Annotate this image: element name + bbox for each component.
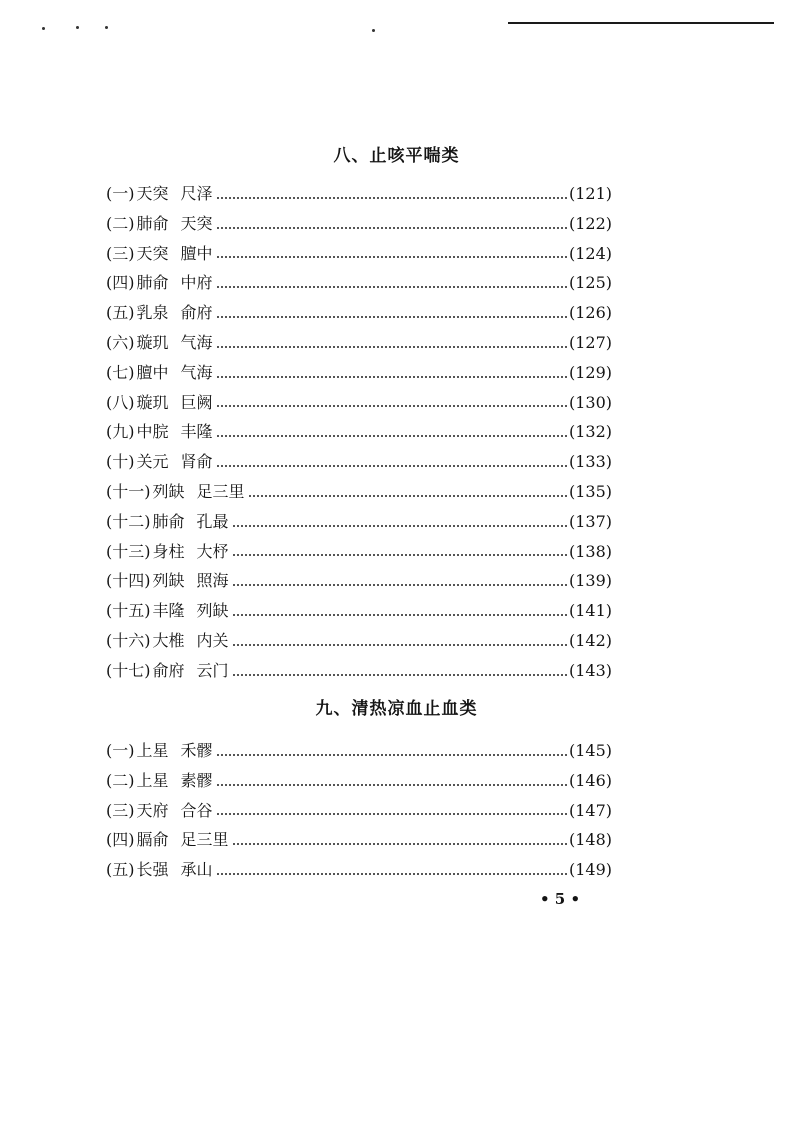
entry-page: (121) bbox=[568, 184, 612, 203]
entry-page: (146) bbox=[568, 770, 612, 790]
entry-point-1: 肺俞 bbox=[136, 213, 169, 233]
toc-entry bbox=[106, 181, 612, 211]
entry-point-2: 内关 bbox=[196, 630, 229, 650]
dot-leader bbox=[217, 256, 567, 258]
entry-point-1: 长强 bbox=[136, 860, 169, 880]
entry-point-2: 肾俞 bbox=[180, 452, 213, 472]
toc-entry bbox=[106, 738, 612, 768]
dot-leader bbox=[217, 376, 567, 378]
entry-point-1: 列缺 bbox=[152, 571, 185, 591]
entry-point-1: 关元 bbox=[136, 452, 169, 472]
entry-number: (十六) bbox=[106, 630, 151, 650]
dot-leader bbox=[233, 644, 567, 646]
entry-page: (141) bbox=[568, 601, 612, 621]
entry-number: (一) bbox=[106, 741, 135, 760]
entry-number: (十七) bbox=[106, 660, 151, 680]
entry-point-1: 身柱 bbox=[152, 541, 185, 561]
entry-point-2: 气海 bbox=[180, 362, 213, 382]
entry-point-1: 中脘 bbox=[136, 422, 169, 442]
entry-point-2: 足三里 bbox=[180, 830, 229, 850]
toc-entry bbox=[106, 270, 612, 300]
toc-entry bbox=[106, 798, 612, 828]
entry-number: (十四) bbox=[106, 571, 151, 591]
entry-page: (142) bbox=[568, 630, 612, 650]
entry-page: (145) bbox=[568, 741, 612, 760]
entry-point-2: 大杼 bbox=[196, 541, 229, 561]
entry-point-2: 足三里 bbox=[196, 481, 245, 501]
entry-page: (148) bbox=[568, 830, 612, 850]
entry-point-1: 璇玑 bbox=[136, 332, 169, 352]
entry-page: (132) bbox=[568, 422, 612, 442]
entry-point-2: 天突 bbox=[180, 213, 213, 233]
entry-point-2: 承山 bbox=[180, 860, 213, 880]
dot-leader bbox=[233, 843, 567, 845]
entry-point-1: 丰隆 bbox=[152, 601, 185, 621]
entry-point-2: 俞府 bbox=[180, 303, 213, 323]
dot-leader bbox=[217, 316, 567, 318]
entry-point-2: 膻中 bbox=[180, 243, 213, 263]
scan-speck bbox=[76, 26, 79, 29]
entry-number: (三) bbox=[106, 800, 135, 820]
entry-number: (五) bbox=[106, 303, 135, 323]
entry-page: (124) bbox=[568, 243, 612, 263]
entry-number: (五) bbox=[106, 860, 135, 880]
entry-point-2: 合谷 bbox=[180, 800, 213, 820]
scan-speck bbox=[42, 27, 45, 30]
entry-page: (149) bbox=[568, 860, 612, 880]
entry-point-2: 禾髎 bbox=[180, 741, 213, 760]
entry-number: (二) bbox=[106, 770, 135, 790]
dot-leader bbox=[217, 227, 567, 229]
entry-point-1: 肺俞 bbox=[136, 273, 169, 293]
dot-leader bbox=[217, 754, 567, 756]
dot-leader bbox=[233, 584, 567, 586]
header-rule bbox=[508, 22, 774, 24]
entry-point-1: 大椎 bbox=[152, 630, 185, 650]
dot-leader bbox=[217, 435, 567, 437]
entry-page: (147) bbox=[568, 800, 612, 820]
entry-page: (135) bbox=[568, 481, 612, 501]
dot-leader bbox=[217, 465, 567, 467]
dot-leader bbox=[249, 495, 567, 497]
entry-page: (125) bbox=[568, 273, 612, 293]
entry-page: (122) bbox=[568, 213, 612, 233]
entry-number: (七) bbox=[106, 362, 135, 382]
entry-point-2: 云门 bbox=[196, 660, 229, 680]
entry-point-1: 上星 bbox=[136, 741, 169, 760]
entry-page: (126) bbox=[568, 303, 612, 323]
entry-number: (十三) bbox=[106, 541, 151, 561]
toc-entry bbox=[106, 419, 612, 449]
toc-entry bbox=[106, 449, 612, 479]
dot-leader bbox=[233, 525, 567, 527]
toc-entry bbox=[106, 360, 612, 390]
entry-point-1: 俞府 bbox=[152, 660, 185, 680]
entry-number: (九) bbox=[106, 422, 135, 442]
entry-number: (一) bbox=[106, 184, 135, 203]
toc-entry bbox=[106, 539, 612, 569]
scan-speck bbox=[372, 29, 375, 32]
dot-leader bbox=[217, 405, 567, 407]
entry-number: (三) bbox=[106, 243, 135, 263]
entry-point-2: 素髎 bbox=[180, 770, 213, 790]
toc-section-9 bbox=[106, 738, 612, 887]
entry-number: (十二) bbox=[106, 511, 151, 531]
entry-point-2: 列缺 bbox=[196, 601, 229, 621]
dot-leader bbox=[217, 346, 567, 348]
entry-point-2: 丰隆 bbox=[180, 422, 213, 442]
scan-speck bbox=[105, 26, 108, 29]
entry-page: (137) bbox=[568, 511, 612, 531]
entry-number: (六) bbox=[106, 332, 135, 352]
toc-entry bbox=[106, 768, 612, 798]
entry-point-2: 气海 bbox=[180, 332, 213, 352]
entry-point-1: 上星 bbox=[136, 770, 169, 790]
entry-point-1: 璇玑 bbox=[136, 392, 169, 412]
entry-point-1: 膈俞 bbox=[136, 830, 169, 850]
page-number: • 5 • bbox=[540, 890, 581, 908]
entry-point-2: 巨阙 bbox=[180, 392, 213, 412]
entry-page: (138) bbox=[568, 541, 612, 561]
toc-entry bbox=[106, 628, 612, 658]
entry-page: (133) bbox=[568, 452, 612, 472]
entry-number: (四) bbox=[106, 830, 135, 850]
entry-number: (四) bbox=[106, 273, 135, 293]
entry-point-2: 中府 bbox=[180, 273, 213, 293]
entry-page: (130) bbox=[568, 392, 612, 412]
entry-number: (十一) bbox=[106, 481, 151, 501]
toc-entry bbox=[106, 857, 612, 887]
entry-number: (十五) bbox=[106, 601, 151, 621]
toc-entry bbox=[106, 390, 612, 420]
dot-leader bbox=[233, 614, 567, 616]
dot-leader bbox=[217, 873, 567, 875]
toc-section-8 bbox=[106, 181, 612, 688]
entry-page: (127) bbox=[568, 332, 612, 352]
dot-leader bbox=[217, 286, 567, 288]
entry-number: (十) bbox=[106, 452, 135, 472]
toc-entry bbox=[106, 568, 612, 598]
entry-point-1: 天突 bbox=[136, 243, 169, 263]
dot-leader bbox=[233, 554, 567, 556]
entry-point-1: 膻中 bbox=[136, 362, 169, 382]
dot-leader bbox=[217, 197, 567, 199]
section-title-8: 八、止咳平喘类 bbox=[333, 146, 460, 166]
dot-leader bbox=[217, 784, 567, 786]
entry-page: (139) bbox=[568, 571, 612, 591]
toc-entry bbox=[106, 827, 612, 857]
entry-point-2: 照海 bbox=[196, 571, 229, 591]
entry-point-1: 乳泉 bbox=[136, 303, 169, 323]
toc-entry bbox=[106, 598, 612, 628]
toc-entry bbox=[106, 479, 612, 509]
entry-point-2: 尺泽 bbox=[180, 184, 213, 203]
entry-point-2: 孔最 bbox=[196, 511, 229, 531]
dot-leader bbox=[233, 674, 567, 676]
toc-entry bbox=[106, 330, 612, 360]
toc-entry bbox=[106, 509, 612, 539]
section-title-9: 九、清热凉血止血类 bbox=[315, 699, 478, 719]
entry-number: (八) bbox=[106, 392, 135, 412]
entry-point-1: 天突 bbox=[136, 184, 169, 203]
entry-point-1: 列缺 bbox=[152, 481, 185, 501]
toc-entry bbox=[106, 658, 612, 688]
dot-leader bbox=[217, 813, 567, 815]
toc-entry bbox=[106, 211, 612, 241]
entry-page: (129) bbox=[568, 362, 612, 382]
entry-number: (二) bbox=[106, 213, 135, 233]
toc-entry bbox=[106, 300, 612, 330]
entry-point-1: 天府 bbox=[136, 800, 169, 820]
entry-page: (143) bbox=[568, 660, 612, 680]
entry-point-1: 肺俞 bbox=[152, 511, 185, 531]
toc-entry bbox=[106, 241, 612, 271]
